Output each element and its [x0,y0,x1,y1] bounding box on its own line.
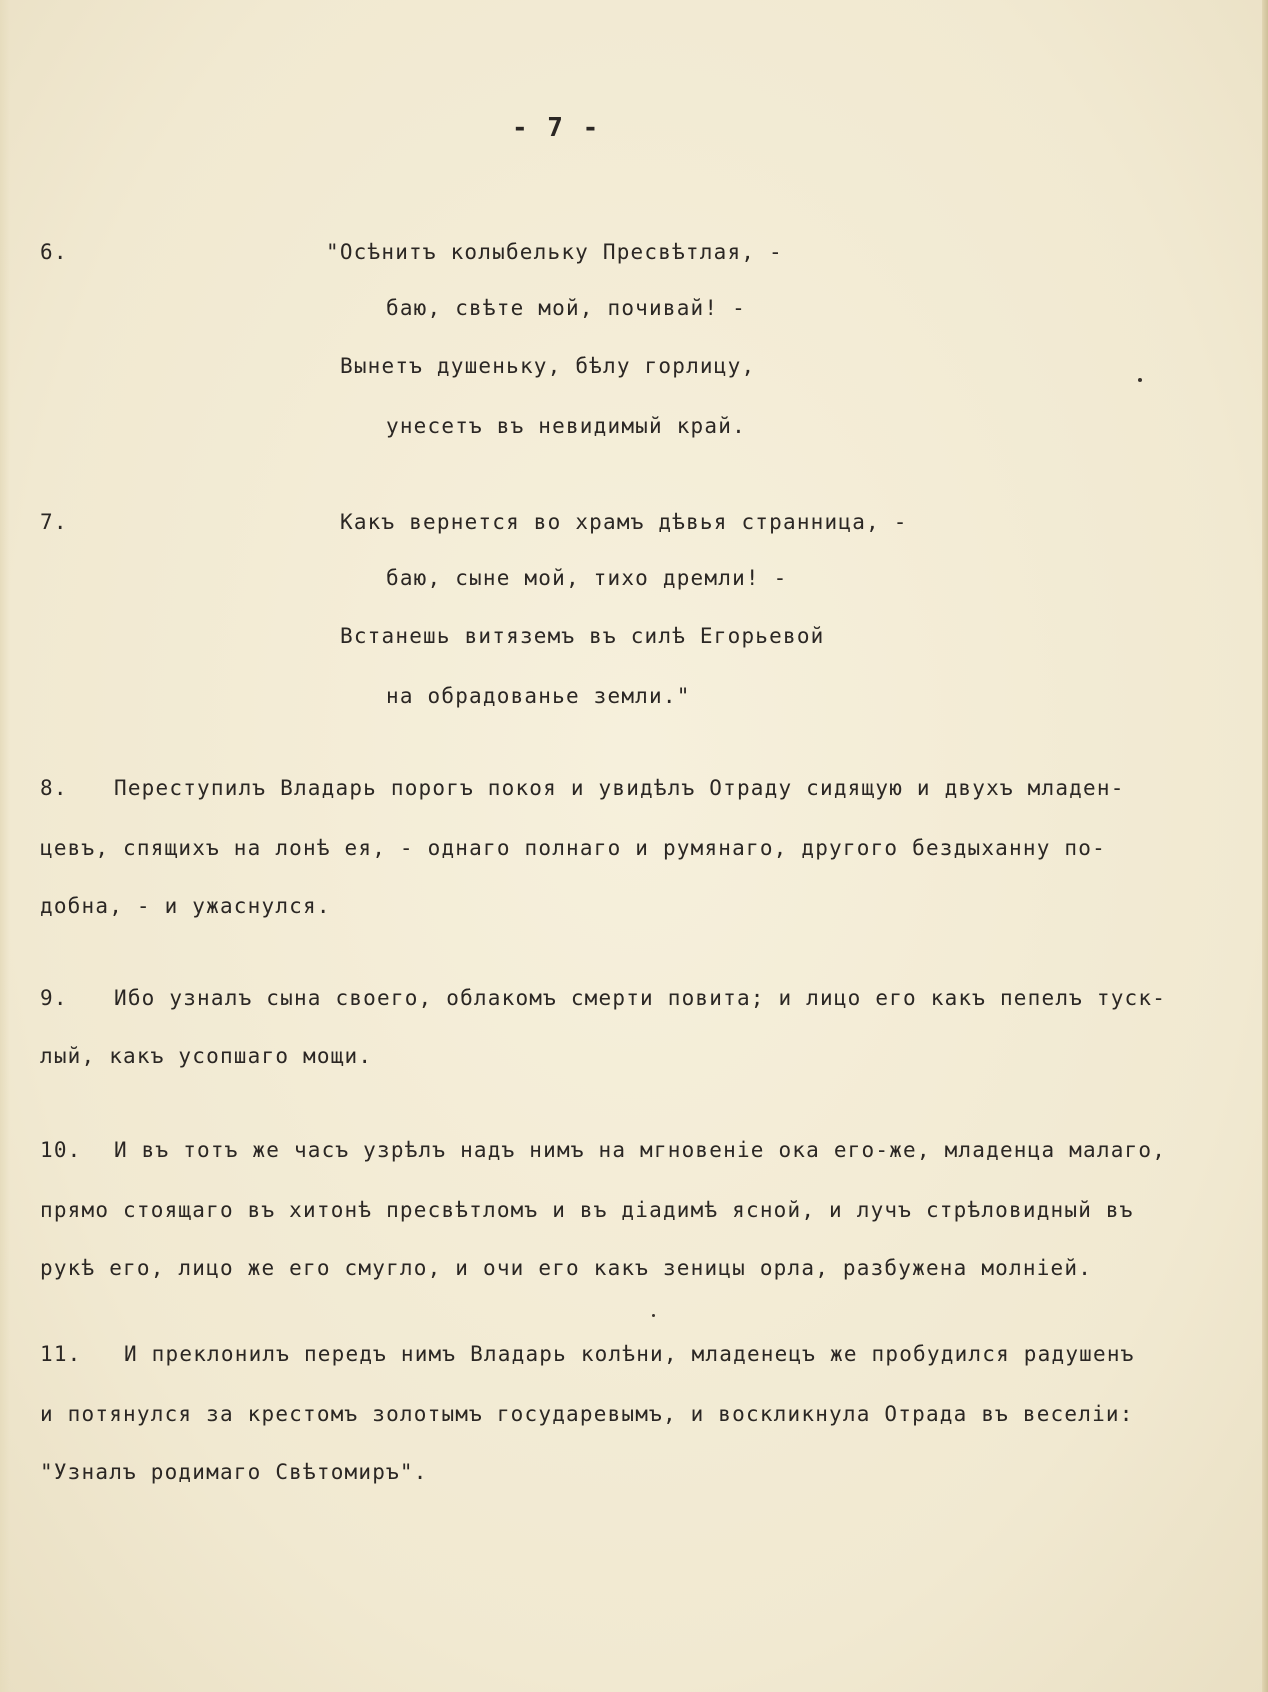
stanza-line: Встанешь витяземъ въ силѣ Егорьевой [340,624,825,648]
paper-edge-right [1262,0,1268,1692]
paragraph-line: прямо стоящаго въ хитонѣ пресвѣтломъ и въ діадимѣ ясной, и лучъ стрѣловидный въ [40,1198,1134,1222]
paragraph-line: И преклонилъ передъ нимъ Владарь колѣни, младенецъ же пробудился радушенъ [124,1342,1135,1366]
paragraph-line: цевъ, спящихъ на лонѣ ея, - однаго полнаго и румянаго, другого бездыханну по- [40,836,1106,860]
ink-speck [1138,378,1142,382]
stanza-line: Какъ вернется во храмъ дѣвья странница, - [340,510,908,534]
paragraph-number: 8. [40,776,68,800]
paragraph-line: И въ тотъ же часъ узрѣлъ надъ нимъ на мгновеніе ока его-же, младенца малаго, [114,1138,1167,1162]
paper-edge-left [0,0,10,1692]
paragraph-line: Ибо узналъ сына своего, облакомъ смерти повита; и лицо его какъ пепелъ туск- [114,986,1167,1010]
stanza-number: 7. [40,510,68,534]
stanza-line: баю, сыне мой, тихо дремли! - [386,566,788,590]
stanza-line: на обрадованье земли." [386,684,691,708]
paragraph-line: и потянулся за крестомъ золотымъ государевымъ, и воскликнула Отрада въ веселіи: [40,1402,1134,1426]
paragraph-number: 11. [40,1342,82,1366]
stanza-number: 6. [40,240,68,264]
paragraph-line: лый, какъ усопшаго мощи. [40,1044,373,1068]
paragraph-line: добна, - и ужаснулся. [40,894,331,918]
stanza-line: унесетъ въ невидимый край. [386,414,746,438]
stanza-line: "Осѣнитъ колыбельку Пресвѣтлая, - [326,240,783,264]
stanza-line: баю, свѣте мой, почивай! - [386,296,746,320]
paragraph-number: 10. [40,1138,82,1162]
paragraph-number: 9. [40,986,68,1010]
paragraph-line: Переступилъ Владарь порогъ покоя и увидѣлъ Отраду сидящую и двухъ младен- [114,776,1125,800]
paragraph-line: "Узналъ родимаго Свѣтомиръ". [40,1460,428,1484]
stanza-line: Вынетъ душеньку, бѣлу горлицу, [340,354,756,378]
page-number: - 7 - [512,113,601,143]
paragraph-line: рукѣ его, лицо же его смугло, и очи его какъ зеницы орла, разбужена молніей. [40,1256,1093,1280]
ink-speck [652,1314,655,1317]
